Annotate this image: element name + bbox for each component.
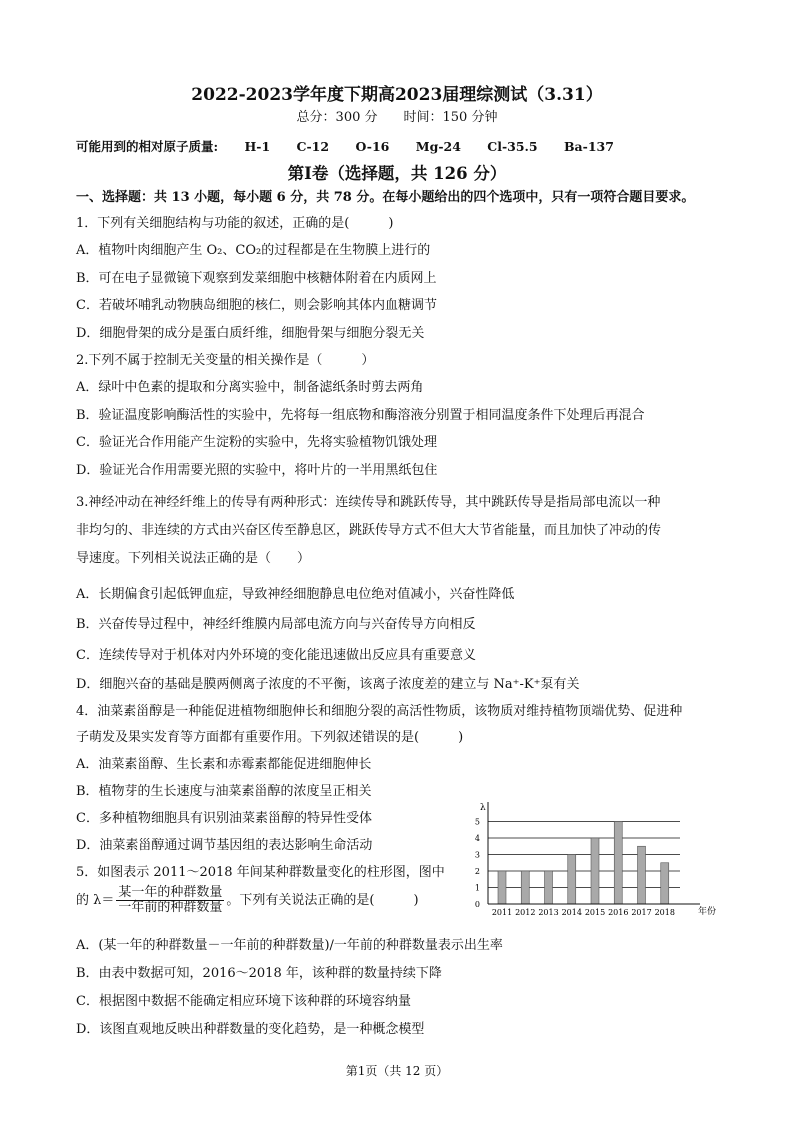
bar-2015 <box>591 838 599 904</box>
question-5-stem-line-2 <box>76 886 419 915</box>
population-lambda-bar-chart <box>468 798 728 922</box>
atomic-mass-item: O-16 <box>355 139 390 154</box>
question-5-option-b: B．由表中数据可知，2016～2018 年，该种群的数量持续下降 <box>76 966 442 981</box>
x-tick-label: 2018 <box>654 908 675 917</box>
y-tick-label: 1 <box>474 883 480 893</box>
y-tick-label: 2 <box>474 867 480 876</box>
question-2-option-d: D．验证光合作用需要光照的实验中，将叶片的一半用黑纸包住 <box>76 463 438 478</box>
lambda-denominator: 一年前的种群数量 <box>118 900 223 915</box>
y-tick-label: 0 <box>474 900 480 909</box>
question-4-option-d: D．油菜素甾醇通过调节基因组的表达影响生命活动 <box>76 838 373 853</box>
x-tick-label: 2013 <box>538 908 559 917</box>
question-5-option-a: A．(某一年的种群数量－一年前的种群数量)/一年前的种群数量表示出生率 <box>76 938 503 953</box>
question-5-option-d: D．该图直观地反映出种群数量的变化趋势，是一种概念模型 <box>76 1022 425 1037</box>
atomic-masses <box>76 137 636 155</box>
x-tick-label: 2014 <box>561 908 582 917</box>
y-tick-label: 4 <box>474 834 480 843</box>
x-tick-label: 2016 <box>608 908 629 917</box>
question-1-option-a: A．植物叶肉细胞产生 O₂、CO₂的过程都是在生物膜上进行的 <box>76 243 431 258</box>
bar-2013 <box>545 871 553 904</box>
question-5-option-c: C．根据图中数据不能确定相应环境下该种群的环境容纳量 <box>76 994 411 1009</box>
question-3-option-c: C．连续传导对于机体对内外环境的变化能迅速做出反应具有重要意义 <box>76 648 476 663</box>
y-axis-label: λ <box>480 803 486 813</box>
atomic-mass-item: Ba-137 <box>563 139 614 154</box>
x-axis-label: 年份 <box>698 907 717 917</box>
exam-meta: 总分：300 分 时间：150 分钟 <box>296 110 498 125</box>
question-4-stem-line-2: 子萌发及果实发育等方面都有重要作用。下列叙述错误的是( ) <box>76 730 464 745</box>
bar-2011 <box>498 871 506 904</box>
atomic-mass-item: Mg-24 <box>415 139 461 154</box>
section-title: 一、选择题：共 13 小题，每小题 6 分，共 78 分。在每小题给出的四个选项中，只有一项符合题目要求。 <box>76 190 695 205</box>
question-3-stem-line-3: 导速度。下列相关说法正确的是（ ） <box>76 551 311 566</box>
x-tick-label: 2015 <box>584 908 606 917</box>
question-1-stem: 1．下列有关细胞结构与功能的叙述，正确的是( ) <box>76 216 394 231</box>
x-tick-label: 2012 <box>515 908 536 917</box>
question-2-option-b: B．验证温度影响酶活性的实验中，先将每一组底物和酶溶液分别置于相同温度条件下处理后再混合 <box>76 408 645 423</box>
y-tick-label: 3 <box>474 850 480 860</box>
question-1-option-b: B．可在电子显微镜下观察到发菜细胞中核糖体附着在内质网上 <box>76 271 437 286</box>
bar-2016 <box>614 822 622 905</box>
question-3-stem-line-1: 3.神经冲动在神经纤维上的传导有两种形式：连续传导和跳跃传导，其中跳跃传导是指局部电流以一种 <box>76 495 661 510</box>
question-2-option-a: A．绿叶中色素的提取和分离实验中，制备滤纸条时剪去两角 <box>76 380 424 395</box>
atomic-mass-item: Cl-35.5 <box>487 139 538 154</box>
atomic-mass-item: H-1 <box>244 139 271 154</box>
bar-2012 <box>521 871 529 904</box>
question-5-stem-suffix: 。下列有关说法正确的是( ) <box>226 893 419 908</box>
bar-2014 <box>568 855 576 905</box>
question-4-option-b: B．植物芽的生长速度与油菜素甾醇的浓度呈正相关 <box>76 784 372 799</box>
question-3-stem-line-2: 非均匀的、非连续的方式由兴奋区传至静息区，跳跃传导方式不但大大节省能量，而且加快了冲动的传 <box>76 523 662 538</box>
volume-title: 第Ⅰ卷（选择题，共 126 分） <box>287 164 507 183</box>
atomic-masses-label: 可能用到的相对原子质量: <box>76 139 219 154</box>
question-3-option-b: B．兴奋传导过程中，神经纤维膜内局部电流方向与兴奋传导方向相反 <box>76 617 476 632</box>
atomic-mass-item: C-12 <box>296 139 330 154</box>
page-footer: 第1页（共 12 页） <box>345 1064 449 1078</box>
x-tick-label: 2011 <box>491 908 513 917</box>
bar-2017 <box>638 846 646 904</box>
question-5-lambda-prefix: 的 λ＝ <box>76 893 115 908</box>
question-3-option-d: D．细胞兴奋的基础是膜两侧离子浓度的不平衡，该离子浓度差的建立与 Na⁺-K⁺泵有关 <box>76 677 580 692</box>
x-tick-label: 2017 <box>631 908 652 917</box>
question-1-option-d: D．细胞骨架的成分是蛋白质纤维，细胞骨架与细胞分裂无关 <box>76 326 425 341</box>
question-2-option-c: C．验证光合作用能产生淀粉的实验中，先将实验植物饥饿处理 <box>76 435 437 450</box>
lambda-fraction <box>116 886 224 915</box>
question-1-option-c: C．若破坏哺乳动物胰岛细胞的核仁，则会影响其体内血糖调节 <box>76 298 437 313</box>
question-2-stem: 2.下列不属于控制无关变量的相关操作是（ ） <box>76 353 375 368</box>
lambda-numerator: 某一年的种群数量 <box>118 885 223 900</box>
question-4-option-c: C．多种植物细胞具有识别油菜素甾醇的特异性受体 <box>76 811 372 826</box>
question-5-stem-line-1: 5．如图表示 2011～2018 年间某种群数量变化的柱形图，图中 <box>76 865 445 880</box>
bar-2018 <box>661 863 669 904</box>
question-3-option-a: A．长期偏食引起低钾血症，导致神经细胞静息电位绝对值减小，兴奋性降低 <box>76 587 515 602</box>
exam-title: 2022-2023学年度下期高2023届理综测试（3.31） <box>191 85 603 105</box>
y-tick-label: 5 <box>474 817 480 827</box>
question-4-stem-line-1: 4．油菜素甾醇是一种能促进植物细胞伸长和细胞分裂的高活性物质，该物质对维持植物顶端优势、促进种 <box>76 704 683 719</box>
question-4-option-a: A．油菜素甾醇、生长素和赤霉素都能促进细胞伸长 <box>76 757 372 772</box>
